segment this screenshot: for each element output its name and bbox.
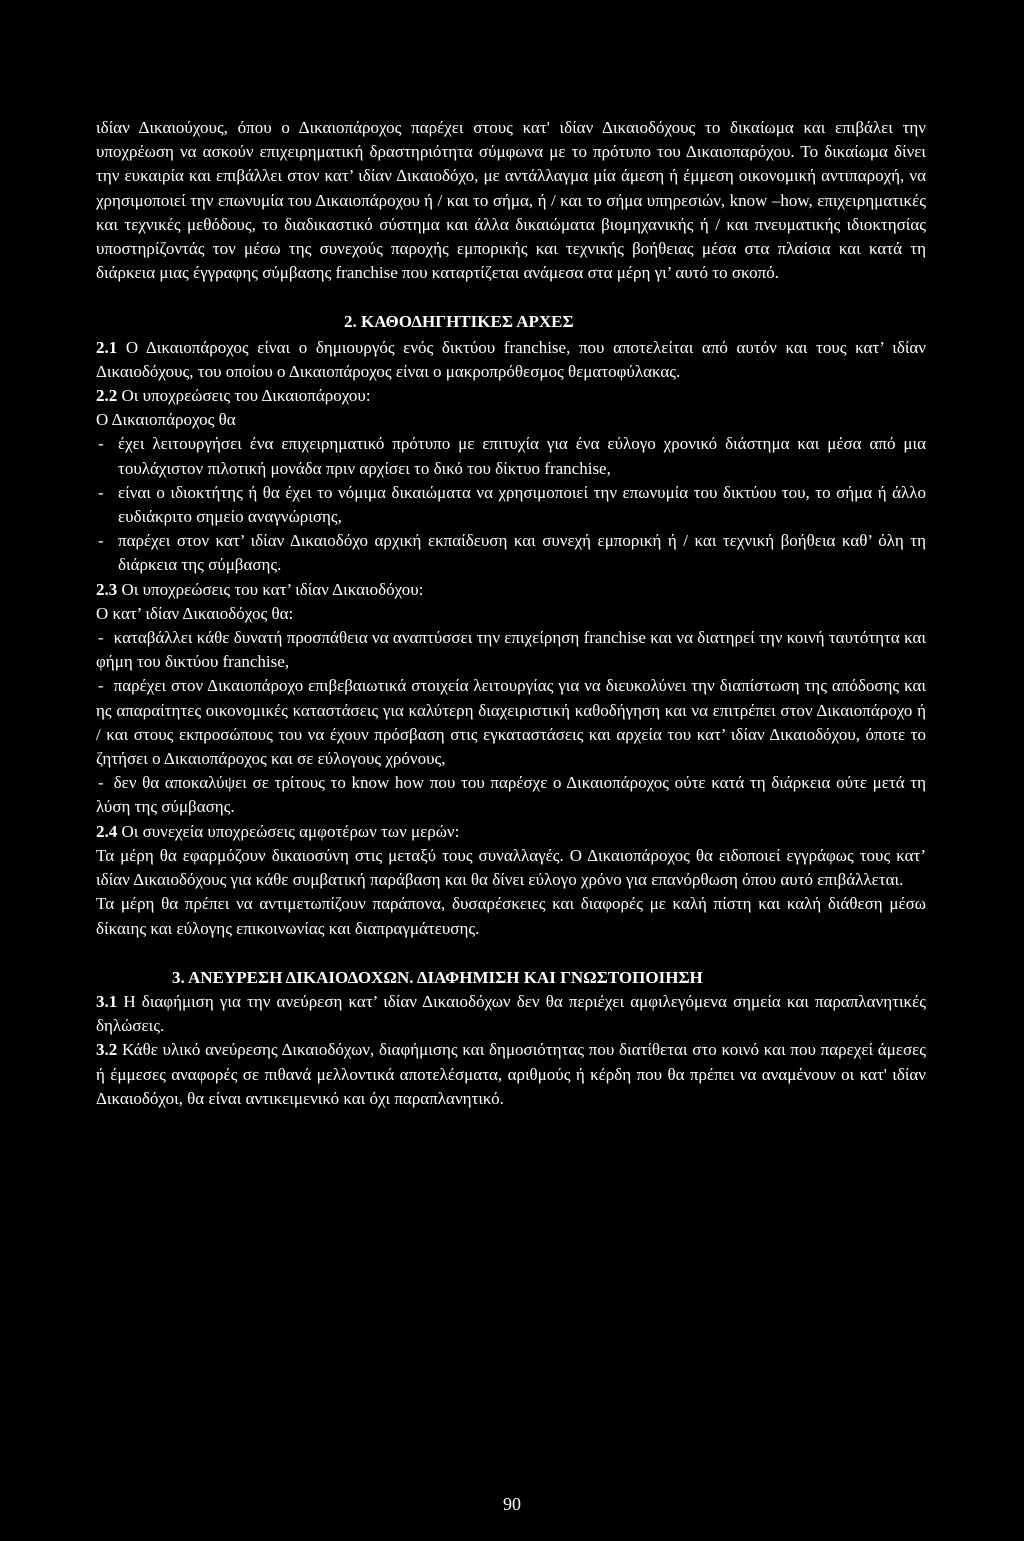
clause-2-4-title: [96, 820, 926, 844]
list-item-text: έχει λειτουργήσει ένα επιχειρηματικό πρότυπο με επιτυχία για ένα εύλογο χρονικό διάστημα και μέσα από μια τουλάχιστον πιλοτική μονάδα πριν αρχίσει το δικό του δίκτυο franchise,: [118, 434, 926, 478]
section-3-heading: 3. ΑΝΕΥΡΕΣΗ ΔΙΚΑΙΟΔΟΧΩΝ. ΔΙΑΦΗΜΙΣΗ ΚΑΙ ΓΝΩΣΤΟΠΟΙΗΣΗ: [172, 967, 703, 987]
list-item: [96, 771, 926, 819]
clause-2-1-text: Ο Δικαιοπάροχος είναι ο δημιουργός ενός δικτύου franchise, που αποτελείται από αυτόν και τους κατ’ ιδίαν Δικαιοδόχους, του οποίου ο Δικαιοπάροχος είναι ο μακροπρόθεσμος θεματοφύλακας.: [96, 337, 926, 381]
clause-2-4-paragraph-2: Τα μέρη θα πρέπει να αντιμετωπίζουν παράπονα, δυσαρέσκειες και διαφορές με καλή πίστη και καλή διάθεση μέσω δίκαιης και εύλογης επικοινωνίας και διαπραγμάτευσης.: [96, 894, 926, 938]
dash-bullet: -: [98, 434, 104, 454]
dash-bullet: -: [98, 482, 104, 502]
clause-2-3-title: [96, 578, 926, 602]
list-item: [96, 626, 926, 674]
clause-3-2: [96, 1038, 926, 1111]
clause-2-3-lead: Ο κατ’ ιδίαν Δικαιοδόχος θα:: [96, 603, 294, 623]
clause-2-2-title: [96, 384, 926, 408]
clause-3-1-number: 3.1: [96, 991, 118, 1011]
list-item-text: δεν θα αποκαλύψει σε τρίτους το know how που του παρέσχε ο Δικαιοπάροχος ούτε κατά τη διάρκεια ούτε μετά τη λύση της σύμβασης.: [96, 773, 926, 817]
dash-bullet: -: [98, 531, 104, 551]
list-item-text: παρέχει στον κατ’ ιδίαν Δικαιοδόχο αρχική εκπαίδευση και συνεχή εμπορική ή / και τεχνική βοήθεια καθ’ όλη τη διάρκεια της σύμβασης.: [118, 531, 926, 575]
list-item: [96, 481, 926, 529]
section-2-heading: 2. ΚΑΘΟΔΗΓΗΤΙΚΕΣ ΑΡΧΕΣ: [344, 312, 574, 332]
clause-2-4-number: 2.4: [96, 821, 118, 841]
clause-2-1: [96, 336, 926, 384]
dash-bullet: -: [98, 773, 104, 793]
clause-3-1-text: Η διαφήμιση για την ανεύρεση κατ’ ιδίαν Δικαιοδόχων δεν θα περιέχει αμφιλεγόμενα σημεία και παραπλανητικές δηλώσεις.: [96, 991, 926, 1036]
clause-2-4-title-text: Οι συνεχεία υποχρεώσεις αμφοτέρων των μερών:: [121, 821, 460, 841]
list-item: [96, 529, 926, 577]
list-item-text: καταβάλλει κάθε δυνατή προσπάθεια να αναπτύσσει την επιχείρηση franchise και να διατηρεί την κοινή ταυτότητα και φήμη του δικτύου franchise,: [96, 628, 926, 672]
intro-paragraph: ιδίαν Δικαιούχους, όπου ο Δικαιοπάροχος παρέχει στους κατ' ιδίαν Δικαιοδόχους το δικαίωμα και επιβάλει την υποχρέωση να ασκούν επιχειρηματική δραστηριότητα σύμφωνα με το πρότυπο του Δικαιοπαρόχου. Το δικαίωμα δίνει την ευκαιρία και επιβάλλει στον κατ’ ιδίαν Δικαιοδόχο, με αντάλλαγμα μία άμεση ή έμμεση οικονομική αντιπαροχή, να χρησιμοποιεί την επωνυμία του Δικαιοπάροχου ή / και το σήμα, ή / και το σήμα υπηρεσιών, know –how, επιχειρηματικές και τεχνικές μεθόδους, το διαδικαστικό σύστημα και άλλα δικαιώματα βιομηχανικής ή / και πνευματικής ιδιοκτησίας υποστηρίζοντάς τον μέσω της συνεχούς παροχής εμπορικής και τεχνικής βοήθειας μέσα στα πλαίσια και κατά τη διάρκεια μιας έγγραφης σύμβασης franchise που καταρτίζεται ανάμεσα στα μέρη γι’ αυτό το σκοπό.: [96, 118, 926, 283]
page-number: 90: [503, 1494, 521, 1514]
clause-2-2-lead: Ο Δικαιοπάροχος θα: [96, 410, 236, 430]
clause-3-2-number: 3.2: [96, 1040, 118, 1060]
document-body: [96, 116, 926, 1111]
list-item-text: παρέχει στον Δικαιοπάροχο επιβεβαιωτικά στοιχεία λειτουργίας για να διευκολύνει την διαπίστωση της απόδοσης και ης απαραίτητες οικονομικές καταστάσεις για καλύτερη διαχειριστική καθοδήγηση και να επιτρέπει στον Δικαιοπάροχο ή / και στους εκπροσώπους του να έχουν πρόσβαση στις εγκαταστάσεις και αρχεία του κατ’ ιδίαν Δικαιοδόχου, όποτε το ζητήσει ο Δικαιοπάροχος και σε εύλογους χρόνους,: [96, 676, 926, 769]
clause-2-1-number: 2.1: [96, 337, 118, 357]
dash-bullet: -: [98, 676, 104, 696]
clause-2-4-paragraph-1: Τα μέρη θα εφαρμόζουν δικαιοσύνη στις μεταξύ τους συναλλαγές. Ο Δικαιοπάροχος θα ειδοποιεί εγγράφως τους κατ’ ιδίαν Δικαιοδόχους για κάθε συμβατική παράβαση και θα δίνει εύλογο χρόνο για επανόρθωση όπου αυτό επιβάλλεται.: [96, 845, 926, 890]
clause-2-3-number: 2.3: [96, 579, 118, 599]
clause-2-2-number: 2.2: [96, 386, 118, 406]
clause-3-2-text: Κάθε υλικό ανεύρεσης Δικαιοδόχων, διαφήμισης και δημοσιότητας που διατίθεται στο κοινό και που παρεχεί άμεσες ή έμμεσες αναφορές σε πιθανά μελλοντικά αποτελέσματα, αριθμούς ή κέρδη που θα πρέπει να αναμένουν οι κατ' ιδίαν Δικαιοδόχοι, θα είναι αντικειμενικό και όχι παραπλανητικό.: [96, 1040, 926, 1108]
clause-2-3-title-text: Οι υποχρεώσεις του κατ’ ιδίαν Δικαιοδόχου:: [121, 579, 424, 599]
list-item: [96, 674, 926, 771]
list-item-text: είναι ο ιδιοκτήτης ή θα έχει το νόμιμα δικαιώματα να χρησιμοποιεί την επωνυμία του δικτύου του, το σήμα ή άλλο ευδιάκριτο σημείο αναγνώρισης,: [118, 482, 926, 527]
list-item: [96, 432, 926, 480]
dash-bullet: -: [98, 628, 104, 648]
clause-3-1: [96, 990, 926, 1038]
clause-2-2-title-text: Οι υποχρεώσεις του Δικαιοπάροχου:: [121, 386, 371, 406]
